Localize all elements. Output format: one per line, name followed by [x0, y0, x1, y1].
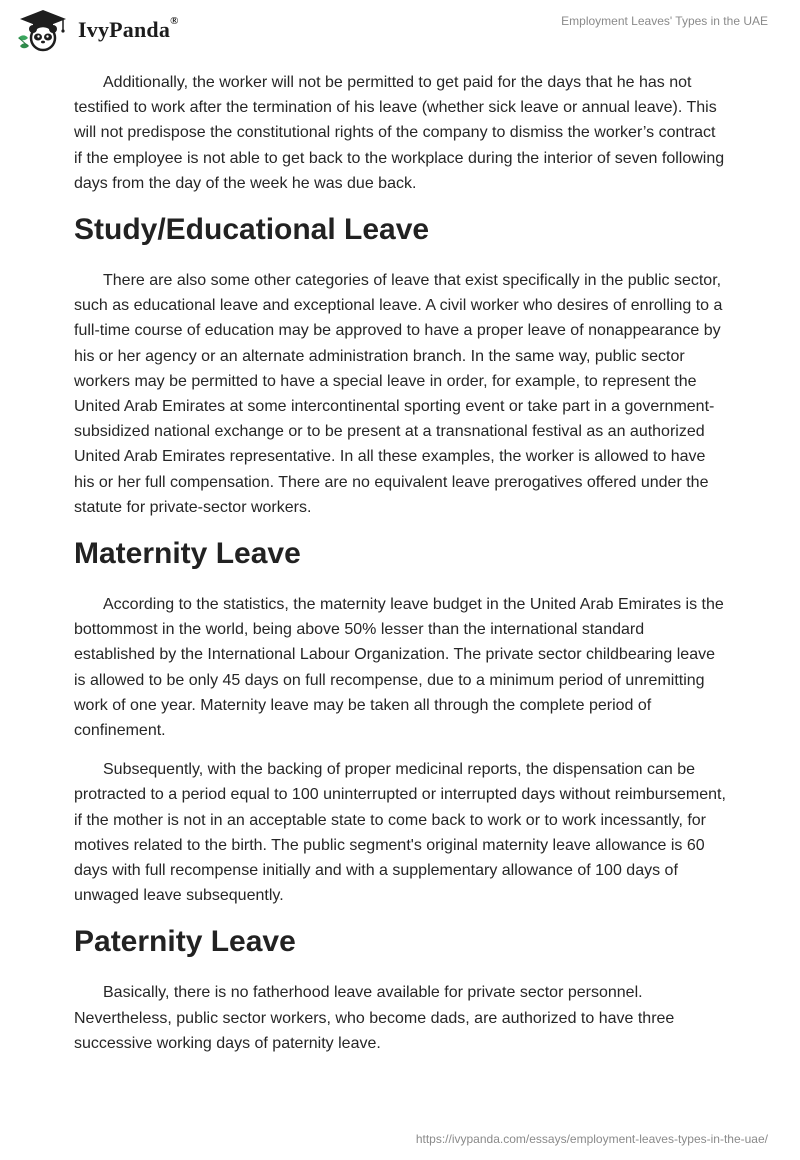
intro-paragraph: Additionally, the worker will not be permitted to get paid for the days that he has not testified to work after the termination of his leave (whether sick leave or annual leave). This will not predispose the constitutional rights of the company to dismiss the worker’s contract if the employee is not able to get back to the workplace during the interior of seven following days from the day of the week he was due back.: [74, 74, 725, 192]
section-heading-maternity-leave: Maternity Leave: [74, 537, 301, 571]
logo-text: IvyPanda: [78, 17, 171, 42]
essay-content: [74, 70, 726, 1070]
maternity-leave-paragraph-2: Subsequently, with the backing of proper medicinal reports, the dispensation can be protracted to a period equal to 100 uninterrupted or interrupted days without reimbursement, if the mother is not in an acceptable state to come back to work or to work incessantly, for motives related to the birth. The public segment's original maternity leave allowance is 60 days with full recompense initially and with a supplementary allowance of 100 days of unwaged leave subsequently.: [74, 761, 726, 905]
ivypanda-logo[interactable]: [14, 8, 179, 52]
panda-logo-icon: [14, 8, 72, 52]
study-leave-paragraph: There are also some other categories of leave that exist specifically in the public sector, such as educational leave and exceptional leave. A civil worker who desires of enrolling to a full-time course of education may be approved to have a proper leave of nonappearance by his or her agency or an alternate administration branch. In the same way, public sector workers may be permitted to have a special leave in order, for example, to represent the United Arab Emirates at some intercontinental sporting event or take part in a government-subsidized national exchange or to be present at a transnational festival as an authorized United Arab Emirates representative. In all these examples, the worker is allowed to have his or her full compensation. There are no equivalent leave prerogatives offered under the statute for private-sector workers.: [74, 272, 723, 516]
document-title: Employment Leaves' Types in the UAE: [561, 14, 768, 28]
section-heading-paternity-leave: Paternity Leave: [74, 925, 296, 959]
paternity-leave-paragraph: Basically, there is no fatherhood leave available for private sector personnel. Nevertheless, public sector workers, who become dads, are authorized to have three successive working days of paternity leave.: [74, 984, 675, 1052]
logo-registered-mark: ®: [170, 15, 179, 27]
page-header: [0, 0, 800, 60]
logo-wordmark: [78, 17, 179, 43]
source-url[interactable]: https://ivypanda.com/essays/employment-leaves-types-in-the-uae/: [415, 1132, 768, 1146]
section-heading-study-leave: Study/Educational Leave: [74, 213, 430, 247]
maternity-leave-paragraph-1: According to the statistics, the maternity leave budget in the United Arab Emirates is the bottommost in the world, being above 50% lesser than the international standard established by the International Labour Organization. The private sector childbearing leave is allowed to be only 45 days on full recompense, due to a minimum period of unremitting work of one year. Maternity leave may be taken all through the complete period of confinement.: [74, 596, 724, 740]
